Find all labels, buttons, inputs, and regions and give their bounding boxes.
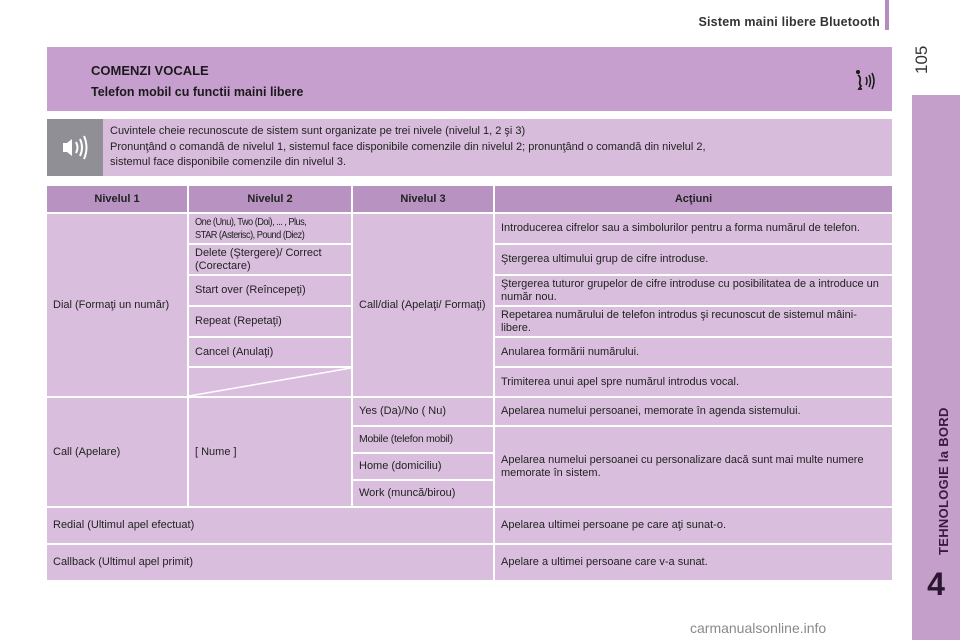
callback-label: Callback (Ultimul apel primit) [47, 545, 493, 580]
header-level-3: Nivelul 3 [353, 186, 493, 212]
chapter-side-tab [912, 95, 960, 640]
table-row [47, 214, 892, 243]
section-subtitle: Telefon mobil cu functii maini libere [91, 85, 304, 99]
header-actions: Acţiuni [495, 186, 892, 212]
section-title-box [47, 47, 892, 111]
header-level-2: Nivelul 2 [189, 186, 351, 212]
table-row [47, 545, 892, 580]
header-rule [885, 0, 889, 30]
call-mobile: Mobile (telefon mobil) [353, 427, 493, 452]
dial-digits-level-2: One (Unu), Two (Doi), ... , Plus, STAR (Asterisc), Pound (Diez) [189, 214, 351, 243]
dial-level-3: Call/dial (Apelaţi/ Formaţi) [353, 214, 493, 396]
call-home: Home (domiciliu) [353, 454, 493, 479]
dial-delete-action: Ştergerea ultimului grup de cifre introduse. [495, 245, 892, 274]
dial-empty-level-2 [189, 368, 351, 396]
dial-digits-action: Introducerea cifrelor sau a simbolurilor pentru a forma numărul de telefon. [495, 214, 892, 243]
call-yes-no: Yes (Da)/No ( Nu) [353, 398, 493, 425]
table-row [47, 398, 892, 425]
table-header-row [47, 186, 892, 212]
info-text [110, 124, 885, 171]
diagonal-strike [189, 368, 351, 396]
info-line-3: sistemul face disponibile comenzile din nivelul 3. [110, 156, 347, 168]
dial-cancel-action: Anularea formării numărului. [495, 338, 892, 366]
dial-send-action: Trimiterea unui apel spre numărul introdus vocal. [495, 368, 892, 396]
dial-repeat-action: Repetarea numărului de telefon introdus şi recunoscut de sistemul mâini- libere. [495, 307, 892, 336]
info-line-2: Pronunţând o comandă de nivelul 1, sistemul face disponibile comenzile din nivelul 2; pronunţând o comandă din nivelul 2, [110, 140, 706, 153]
dial-delete-level-2: Delete (Ştergere)/ Correct (Corectare) [189, 245, 351, 274]
call-level-1: Call (Apelare) [47, 398, 187, 506]
dial-cancel-level-2: Cancel (Anulaţi) [189, 338, 351, 366]
watermark: carmanualsonline.info [690, 620, 827, 636]
callback-action: Apelare a ultimei persoane care v-a sunat. [495, 545, 892, 580]
page-number: 105 [912, 45, 931, 74]
speaker-icon [47, 119, 103, 176]
header-level-1: Nivelul 1 [47, 186, 187, 212]
info-icon-box [47, 119, 103, 176]
running-header: Sistem maini libere Bluetooth [698, 15, 880, 29]
table-row [47, 508, 892, 543]
info-box [47, 119, 892, 176]
dial-start-over-level-2: Start over (Reîncepeţi) [189, 276, 351, 305]
chapter-number: 4 [927, 566, 945, 602]
section-title: COMENZI VOCALE [91, 63, 209, 78]
info-line-1: Cuvintele cheie recunoscute de sistem sunt organizate pe trei nivele (nivelul 1, 2 şi 3) [110, 125, 526, 137]
redial-action: Apelarea ultimei persoane pe care aţi sunat-o. [495, 508, 892, 543]
call-yes-no-action: Apelarea numelui persoanei, memorate în agenda sistemului. [495, 398, 892, 425]
call-work: Work (muncă/birou) [353, 481, 493, 506]
dial-level-1: Dial (Formaţi un număr) [47, 214, 187, 396]
voice-command-table [45, 184, 894, 582]
call-level-2: [ Nume ] [189, 398, 351, 506]
redial-label: Redial (Ultimul apel efectuat) [47, 508, 493, 543]
dial-start-over-action: Ştergerea tuturor grupelor de cifre introduse cu posibilitatea de a introduce un număr nou. [495, 276, 892, 305]
dial-repeat-level-2: Repeat (Repetaţi) [189, 307, 351, 336]
voice-command-icon [852, 67, 880, 95]
chapter-label: TEHNOLOGIE la BORD [936, 407, 951, 555]
call-location-action: Apelarea numelui persoanei cu personalizare dacă sunt mai multe numere memorate în sistem. [495, 427, 892, 506]
